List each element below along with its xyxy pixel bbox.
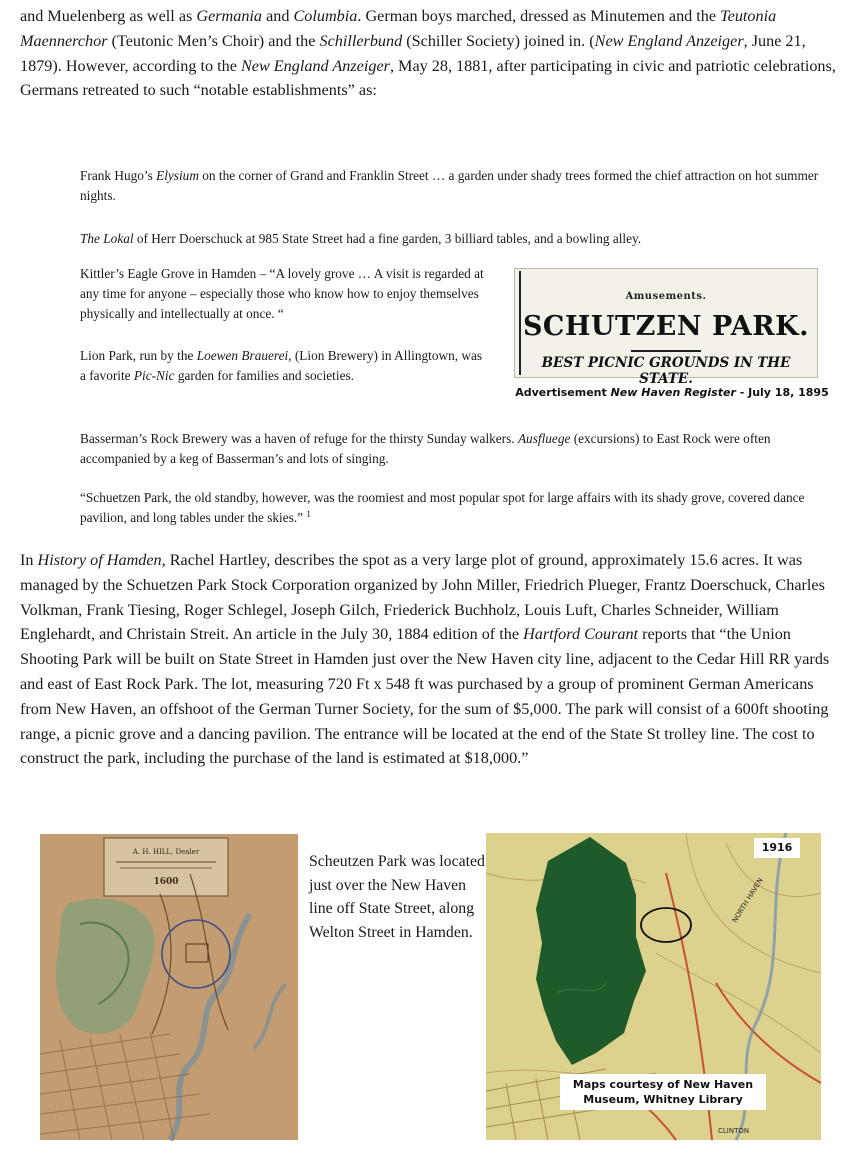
text-run: (Lion Brewery) in Allingtown, was a favorite [80,348,483,383]
map-illustration [40,834,298,1140]
text-run: Lion Park, run by the [80,348,197,363]
text-run: Loewen Brauerei, [196,348,292,363]
text-run: and [262,7,294,25]
text-run: of Herr Doerschuck at 985 State Street had a fine garden, 3 billiard tables, and a bowling alley. [133,231,642,246]
text-run: History of Hamden, [37,551,166,569]
advertisement-divider [631,350,701,352]
text-run: Advertisement [515,386,611,399]
advertisement-subtitle: BEST PICNIC GROUNDS IN THE STATE. [541,355,791,387]
map-header-title: A. H. HILL, Dealer [132,848,200,856]
footnote-marker: 1 [306,509,311,519]
text-run: Rachel Hartley, describes the spot as a very large plot of ground, approximately 15.6 acres. It was managed by the Schuetzen Park Stock Corporation organized by John Miller, Friedrich Plueger, Frantz Doerschuck, Charles Volkman, Frank Tiesing, Roger Schlegel, Joseph Gilch, Friederick Buchholz, Louis Luft, Charles Schneider, William Englehardt, and Christain Streit. An article in the July 30, 1884 edition of the [20,551,825,644]
text-run: “Schuetzen Park, the old standby, however, was the roomiest and most popular spot for large affairs with its shady grove, covered dance pavilion, and long tables under the skies.” [80,490,805,525]
quote-basserman [80,429,830,469]
text-run: Basserman’s Rock Brewery was a haven of refuge for the thirsty Sunday walkers. [80,431,518,446]
advertisement-caption [512,386,832,399]
text-run: Hartford Courant [523,625,639,644]
text-run: Pic-Nic [133,368,175,383]
text-run: , May 28, 1881, after participating in civic and patriotic celebrations, Germans retreated to such “notable establishments” as: [20,56,836,100]
text-run: (Teutonic Men’s Choir) and the [107,31,320,50]
history-paragraph [20,548,848,771]
map-label-north-haven: NORTH HAVEN [730,876,765,925]
text-run: reports that “the Union Shooting Park will be built on State Street in Hamden just over the New Haven city line, adjacent to the Cedar Hill RR yards and east of East Rock Park. The lot, measuring 720 Ft x 548 ft was purchased by a group of prominent German Americans from New Haven, an offshoot of the German Turner Society, for the sum of $5,000. The park will consist of a 600ft shooting range, a picnic grove and a dancing pavilion. The entrance will be located at the end of the State St trolley line. The cost to construct the park, including the purchase of the land is estimated at $18,000.” [20,625,830,768]
text-run: New England Anzeiger [240,56,390,75]
text-run: Columbia [293,7,358,25]
historical-map-left [40,834,298,1140]
text-run: New England Anzeiger [594,31,744,50]
text-run: - July 18, 1895 [735,386,829,399]
text-run: (Schiller Society) joined in. ( [402,31,595,50]
map-credit-caption: Maps courtesy of New Haven Museum, Whitney Library [560,1074,766,1110]
text-run: Germania [196,7,263,25]
map-description: Scheutzen Park was located just over the New Haven line off State Street, along Welton Street in Hamden. [309,853,485,941]
text-run: (excursions) to East Rock were often accompanied by a keg of Basserman’s and lots of singing. [80,431,771,466]
text-run: Ausfluege [517,431,571,446]
text-run: Teutonia Maennerchor [20,7,777,50]
quote-lokal [80,229,830,249]
text-run: . German boys marched, dressed as Minutemen and the [357,7,721,25]
text-run: In [20,551,38,569]
quote-kittler: Kittler’s Eagle Grove in Hamden – “A lovely grove … A visit is regarded at any time for anyone – especially those who know how to enjoy themselves physically and intellectually at once. “ [80,266,484,321]
text-run: The Lokal [80,231,134,246]
text-run: and Muelenberg as well as [20,7,197,25]
text-run: Schillerbund [319,31,403,50]
map-year-label: 1916 [754,838,800,858]
text-run: Elysium [156,168,199,183]
advertisement-header: Amusements. [625,291,707,302]
intro-paragraph [20,4,848,103]
text-run: , June 21, 1879). However, according to the [20,31,806,75]
text-run: on the corner of Grand and Franklin Street … a garden under shady trees formed the chief attraction on hot summer nights. [80,168,819,203]
map-label-clinton: CLINTON [718,1127,750,1135]
map-header-year: 1600 [153,877,179,887]
advertisement-title: SCHUTZEN PARK. [522,311,810,342]
text-run: garden for families and societies. [174,368,354,383]
text-run: New Haven Register [610,386,736,399]
quote-lion-park [80,346,490,386]
text-run: Frank Hugo’s [80,168,157,183]
quote-schuetzen-park [80,488,840,528]
quote-elysium [80,166,830,206]
advertisement-clipping [514,268,818,387]
